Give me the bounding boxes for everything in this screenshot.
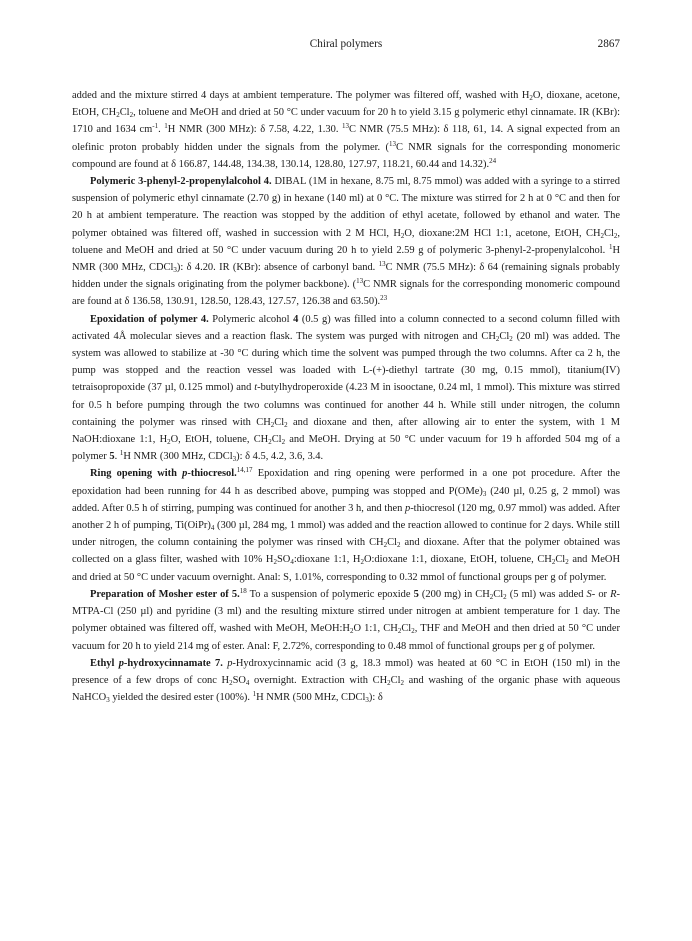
paragraph-polymeric-propenylalcohol: Polymeric 3-phenyl-2-propenylalcohol 4. DIBAL (1M in hexane, 8.75 ml, 8.75 mmol) was added with a syringe to a stirred suspension of polymeric ethyl cinnamate (2.70 g) in hexane (140 ml) at 0 °C. The mixture was stirred for 2 h at 0 °C and then for 20 h at ambient temperature. The reaction was stopped by the addition of ethyl acetate, followed by ethanol and water. The polymer obtained was filtered off, washed in succession with 2 M HCl, $H_2O$, dioxane:2M HCl 1:1, acetone, EtOH, $CH_2Cl_2$, toluene and MeOH and dried at 50 °C under vacuum during 20 h to yield 2.59 g of polymeric 3-phenyl-2-propenylalcohol. $^1$H NMR (300 MHz, CDCl$_3$): δ 4.20. IR (KBr): absence of carbonyl band. $^{13}$C NMR (75.5 MHz): δ 64 (remaining signals probably hidden under the signals originating from the polymer backbone). ($^{13}$C NMR signals for the corresponding monomeric compound are found at δ 136.58, 130.91, 128.50, 128.43, 127.57, 126.38 and 63.50).$^{23}$ xyxy=(72,176,620,308)
page-number: 2867 xyxy=(597,38,620,50)
paragraph-ethyl-hydroxycinnamate: Ethyl p-hydroxycinnamate 7. p-Hydroxycinnamic acid (3 g, 18.3 mmol) was heated at 60 °C in EtOH (150 ml) in the presence of a few drops of conc $H_2SO_4$ overnight. Extraction with $CH_2Cl_2$ and washing of the organic phase with aqueous NaHCO$_3$ yielded the desired ester (100%). $^1$H NMR (500 MHz, CDCl$_3$): δ xyxy=(72,657,621,705)
body-text xyxy=(72,87,620,706)
paragraph-ethyl-cinnamate-continued: added and the mixture stirred 4 days at ambient temperature. The polymer was filtered off, washed with $H_2O$, dioxane, acetone, EtOH, $CH_2Cl_2$, toluene and MeOH and dried at 50 °C under vacuum for 20 h to yield 3.15 g polymeric ethyl cinnamate. IR (KBr): 1710 and 1634 $cm^{-1}$. $^1$H NMR (300 MHz): δ 7.58, 4.22, 1.30. $^{13}$C NMR (75.5 MHz): δ 118, 61, 14. A signal expected from an olefinic proton probably hidden under the signals from the polymer. ($^{13}$C NMR signals for the corresponding monomeric compound are found at δ 166.87, 144.48, 134.38, 130.14, 128.80, 127.97, 118.21, 60.44 and 14.32).$^{24}$ xyxy=(72,90,621,170)
paragraph-epoxidation: Epoxidation of polymer 4. Polymeric alcohol 4 (0.5 g) was filled into a column connected to a second column filled with activated 4Å molecular sieves and a reaction flask. The system was purged with nitrogen and $CH_2Cl_2$ (20 ml) was added. The system was allowed to stabilize at -30 °C during which time the solvent was pumped through the two columns. After ca 2 h, the pump was stopped and the reaction vessel was loaded with L-(+)-diethyl tartrate (30 mg, 0.15 mmol), titanium(IV) tetraisopropoxide (37 µl, 0.125 mmol) and t-butylhydroperoxide (4.23 M in isooctane, 0.24 ml, 1 mmol). This mixture was stirred for 0.5 h before pumping through the two columns was continued for another 44 h. While still under nitrogen, the column containing the polymer was rinsed with $CH_2Cl_2$ and dioxane and then, after allowing air to enter the system, with 1 M NaOH:dioxane 1:1, $H_2O$, EtOH, toluene, $CH_2Cl_2$ and MeOH. Drying at 50 °C under vacuum for 19 h afforded 504 mg of a polymer 5. $^1$H NMR (300 MHz, CDCl$_3$): δ 4.5, 4.2, 3.6, 3.4. xyxy=(72,313,620,464)
paragraph-mosher-ester: Preparation of Mosher ester of 5.18 To a suspension of polymeric epoxide 5 (200 mg) in $CH_2Cl_2$ (5 ml) was added S- or R-MTPA-Cl (250 µl) and pyridine (3 ml) and the resulting mixture stirred under nitrogen at ambient temperature for 1 day. The polymer obtained was filtered off, washed with MeOH, $MeOH:H_2O$ 1:1, $CH_2Cl_2$, THF and MeOH and then dried at 50 °C under vacuum for 20 h to yield 214 mg of ester. Anal: F, 2.72%, corresponding to 0.48 mmol of functional groups per g of polymer. xyxy=(72,586,620,652)
paragraph-ring-opening: Ring opening with p-thiocresol.$^{14,17}$ Epoxidation and ring opening were performed in a one pot procedure. After the epoxidation had been running for 44 h as described above, pumping was stopped and $P(OMe)_3$ (240 µl, 0.25 g, 2 mmol) was added. After 0.5 h of stirring, pumping was continued for another 3 h, and then p-thiocresol (120 mg, 0.97 mmol) was added. After another 2 h of pumping, $Ti(OiPr)_4$ (300 µl, 284 mg, 1 mmol) was added and the reaction allowed to continue for 2 days. While still under nitrogen, the column containing the polymer was rinsed with $CH_2Cl_2$ and dioxane. After that the polymer obtained was collected on a glass filter, washed with 10% $H_2SO_4:dioxane$ 1:1, $H_2O:dioxane$ 1:1, dioxane, EtOH, toluene, $CH_2Cl_2$ and MeOH and dried at 50 °C under vacuum overnight. Anal: S, 1.01%, corresponding to 0.32 mmol of functional groups per g of polymer. xyxy=(72,466,621,583)
running-title: Chiral polymers xyxy=(309,38,383,50)
page-header xyxy=(72,38,620,52)
